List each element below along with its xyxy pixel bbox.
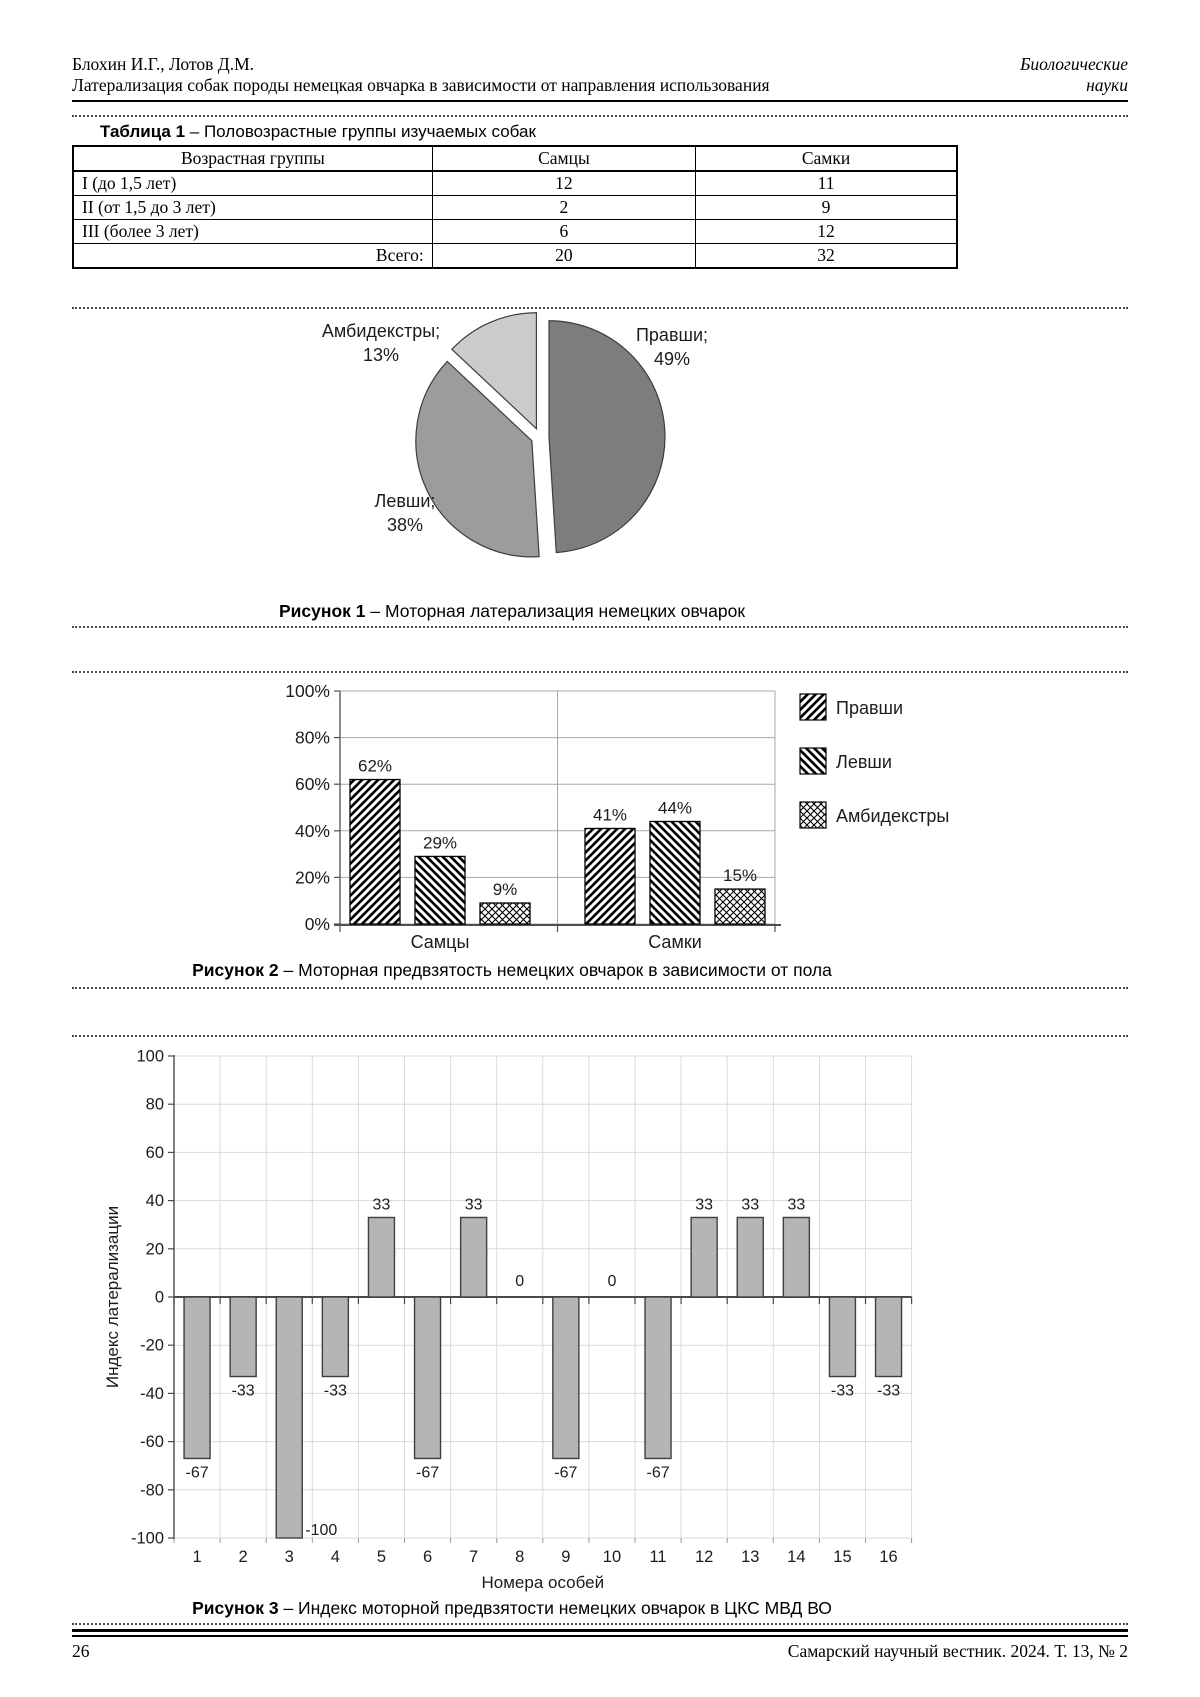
bar-14	[783, 1218, 809, 1298]
page-number: 26	[72, 1640, 90, 1661]
x-tick-label: 6	[422, 1548, 433, 1567]
bar-2	[230, 1297, 256, 1377]
bar-Левши-Самцы	[415, 857, 465, 925]
bar-16	[876, 1297, 902, 1377]
bar-value-label: 33	[695, 1196, 714, 1214]
table-cell-males: 6	[432, 220, 695, 244]
table-header-row	[73, 146, 957, 171]
age-sex-table	[72, 145, 958, 269]
x-tick-label: 1	[192, 1548, 202, 1567]
footer-rule-thin	[72, 1635, 1128, 1637]
y-axis-title: Индекс латерализации	[103, 1205, 122, 1389]
y-tick-label: 100	[136, 1047, 164, 1066]
bar-value-label: 41%	[592, 805, 628, 825]
y-tick-label: 60%	[294, 774, 330, 795]
bar-value-label: 62%	[357, 756, 393, 776]
x-tick-label: 3	[284, 1548, 294, 1567]
x-axis-title: Номера особей	[481, 1573, 605, 1593]
y-tick-label: 60	[145, 1143, 164, 1162]
bar-12	[691, 1218, 717, 1298]
table1-label: Таблица 1	[100, 121, 186, 141]
x-tick-label: 10	[602, 1548, 622, 1567]
col-header-females: Самки	[696, 146, 957, 171]
figure1-caption-label: Рисунок 1	[278, 601, 366, 622]
section-name-line1: Биологические	[1020, 54, 1128, 74]
dotted-divider	[72, 115, 1128, 117]
running-header	[72, 54, 1128, 102]
bar-4	[322, 1297, 348, 1377]
pie-slice-Правши	[549, 321, 665, 553]
pie-slice-value: 13%	[362, 345, 400, 366]
y-tick-label: -20	[140, 1336, 164, 1355]
bar-value-label: 44%	[657, 798, 693, 818]
x-category-label: Самки	[648, 932, 702, 953]
footer-double-rule	[72, 1629, 1128, 1637]
bar-value-label: -33	[876, 1382, 901, 1400]
x-tick-label: 9	[561, 1548, 571, 1567]
header-authors: Блохин И.Г., Лотов Д.М.	[72, 54, 255, 74]
y-tick-label: 20%	[294, 867, 330, 888]
bar-Амбидекстры-Самки	[715, 889, 765, 924]
dotted-divider	[72, 987, 1128, 989]
bar-value-label: 15%	[722, 866, 758, 886]
table-cell-group: II (от 1,5 до 3 лет)	[73, 196, 432, 220]
legend-label: Правши	[836, 698, 904, 719]
bar-value-label: 33	[741, 1196, 760, 1214]
figure3-caption	[72, 1598, 952, 1619]
dotted-divider	[72, 671, 1128, 673]
figure2-bar-chart	[72, 678, 1128, 958]
legend-label: Амбидекстры	[836, 806, 950, 827]
table1-title	[100, 122, 1128, 142]
x-tick-label: 14	[787, 1548, 806, 1567]
table-total-row	[73, 244, 957, 269]
bar-value-label: 0	[607, 1273, 617, 1291]
y-tick-label: 100%	[285, 681, 330, 702]
bar-7	[461, 1218, 487, 1298]
table-cell-males: 12	[432, 171, 695, 196]
figure3-bar-chart	[72, 1042, 1128, 1594]
y-tick-label: 40	[145, 1192, 164, 1211]
bar-1	[184, 1297, 210, 1458]
x-tick-label: 2	[238, 1548, 248, 1567]
bar-value-label: 33	[464, 1196, 483, 1214]
col-header-males: Самцы	[432, 146, 695, 171]
pie-slice-value: 49%	[653, 349, 691, 370]
bar-value-label: -67	[415, 1464, 440, 1482]
figure2-caption-label: Рисунок 2	[192, 960, 279, 981]
figure1-pie-chart	[72, 309, 1128, 599]
table-cell-group: III (более 3 лет)	[73, 220, 432, 244]
y-tick-label: 40%	[294, 820, 330, 841]
figure2-caption-text: – Моторная предвзятость немецких овчарок в зависимости от пола	[278, 960, 832, 981]
bar-value-label: -67	[185, 1464, 209, 1482]
figure1-caption-text: – Моторная латерализация немецких овчарок	[365, 601, 745, 622]
x-tick-label: 15	[833, 1548, 852, 1567]
bar-Левши-Самки	[650, 822, 700, 925]
legend-swatch-Левши	[800, 748, 826, 774]
table-cell-total-females: 32	[696, 244, 957, 269]
table-row	[73, 171, 957, 196]
bar-value-label: -67	[554, 1464, 578, 1482]
pie-slice-label: Амбидекстры;	[321, 321, 441, 342]
dotted-divider	[72, 1623, 1128, 1625]
y-tick-label: 0%	[304, 914, 330, 935]
bar-3	[276, 1297, 302, 1538]
bar-9	[553, 1297, 579, 1458]
legend-label: Левши	[836, 752, 892, 773]
pie-slice-label: Правши;	[635, 325, 709, 346]
x-tick-label: 8	[515, 1548, 525, 1567]
bar-value-label: 0	[515, 1273, 525, 1291]
bar-15	[829, 1297, 855, 1377]
y-tick-label: -80	[140, 1481, 164, 1500]
table-cell-males: 2	[432, 196, 695, 220]
bar-value-label: 9%	[492, 880, 518, 900]
bar-value-label: -33	[323, 1382, 347, 1400]
pie-slice-label: Левши;	[374, 491, 436, 512]
x-tick-label: 4	[330, 1548, 340, 1567]
bar-5	[368, 1218, 394, 1298]
bar-6	[415, 1297, 441, 1458]
table-row	[73, 220, 957, 244]
legend-swatch-Амбидекстры	[800, 802, 826, 828]
bar-13	[737, 1218, 763, 1298]
bar-value-label: -100	[305, 1522, 338, 1540]
table-cell-group: I (до 1,5 лет)	[73, 171, 432, 196]
dotted-divider	[72, 1035, 1128, 1037]
figure3-caption-text: – Индекс моторной предвзятости немецких овчарок в ЦКС МВД ВО	[278, 1598, 832, 1619]
bar-value-label: 33	[787, 1196, 806, 1214]
table-row	[73, 196, 957, 220]
table-cell-total-label: Всего:	[73, 244, 432, 269]
figure1-caption	[72, 601, 952, 622]
running-header-section	[1020, 54, 1128, 97]
bar-Правши-Самцы	[350, 780, 400, 924]
y-tick-label: 80	[145, 1095, 164, 1114]
x-tick-label: 16	[879, 1548, 898, 1567]
bar-value-label: 33	[372, 1196, 391, 1214]
y-tick-label: 80%	[294, 727, 330, 748]
table-cell-females: 11	[696, 171, 957, 196]
bar-Правши-Самки	[585, 829, 635, 925]
legend-swatch-Правши	[800, 694, 826, 720]
footer-rule-thick	[72, 1629, 1128, 1632]
journal-reference: Самарский научный вестник. 2024. Т. 13, № 2	[787, 1640, 1128, 1661]
table-cell-total-males: 20	[432, 244, 695, 269]
y-tick-label: -60	[140, 1433, 164, 1452]
bar-Амбидекстры-Самцы	[480, 903, 530, 924]
bar-value-label: -33	[830, 1382, 855, 1400]
y-tick-label: 0	[154, 1288, 164, 1307]
table1-title-text: – Половозрастные группы изучаемых собак	[185, 121, 536, 141]
running-header-left	[72, 54, 770, 97]
bar-value-label: 29%	[422, 833, 458, 853]
pie-slice-value: 38%	[386, 515, 424, 536]
bar-11	[645, 1297, 671, 1458]
y-tick-label: -100	[130, 1529, 164, 1548]
bar-value-label: -67	[646, 1464, 670, 1482]
table-cell-females: 9	[696, 196, 957, 220]
section-name-line2: науки	[1086, 75, 1128, 96]
y-tick-label: 20	[145, 1240, 164, 1259]
x-tick-label: 7	[469, 1548, 479, 1567]
x-tick-label: 11	[649, 1548, 667, 1567]
x-tick-label: 12	[694, 1548, 714, 1567]
figure2-caption	[72, 960, 952, 981]
x-tick-label: 13	[741, 1548, 760, 1567]
x-tick-label: 5	[376, 1548, 387, 1567]
y-tick-label: -40	[140, 1384, 164, 1403]
table-cell-females: 12	[696, 220, 957, 244]
dotted-divider	[72, 626, 1128, 628]
col-header-age-group: Возрастная группы	[73, 146, 432, 171]
header-article-title: Латерализация собак породы немецкая овчарка в зависимости от направления использования	[72, 75, 770, 96]
bar-value-label: -33	[231, 1382, 255, 1400]
page-footer	[72, 1641, 1128, 1662]
x-category-label: Самцы	[410, 932, 470, 953]
figure3-caption-label: Рисунок 3	[192, 1598, 279, 1619]
